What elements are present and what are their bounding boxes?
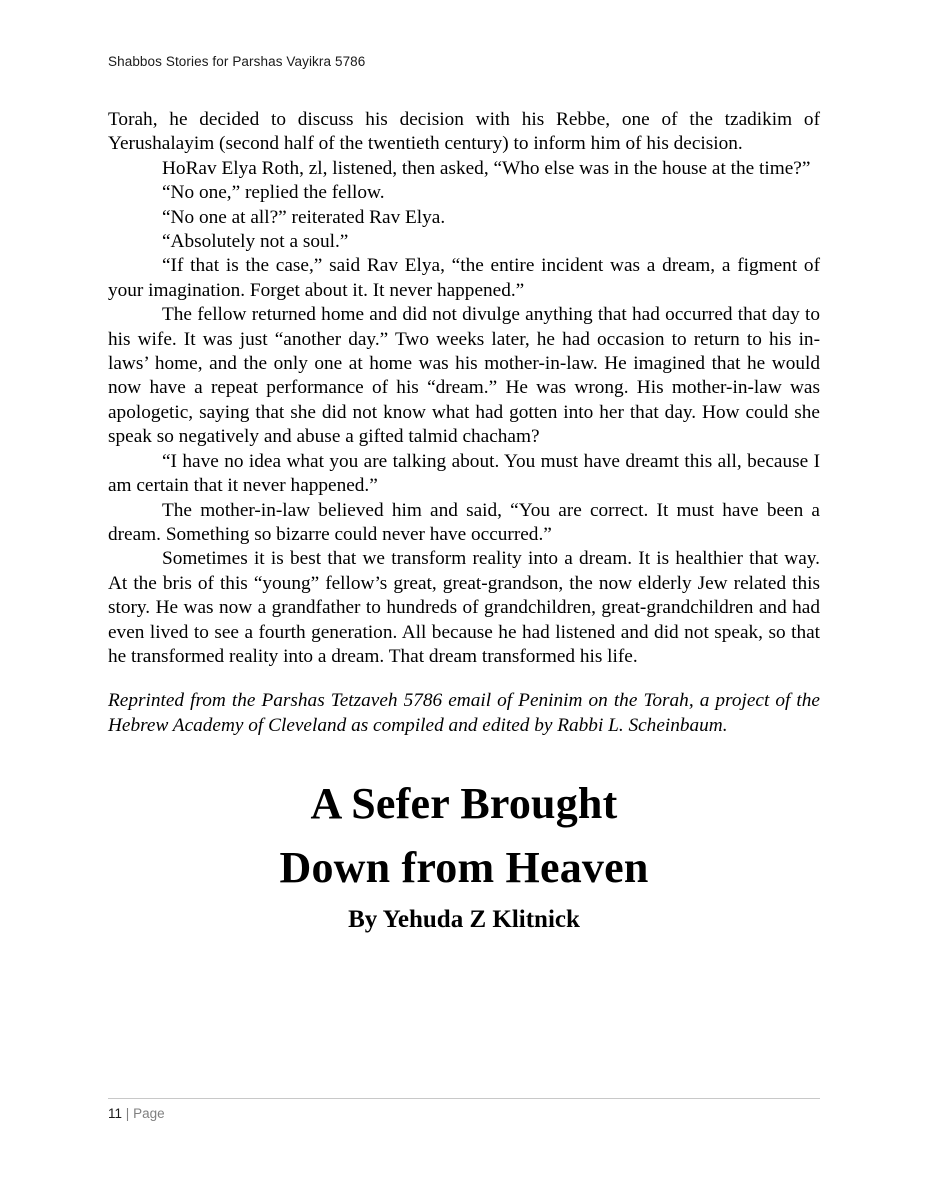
paragraph-4: “No one at all?” reiterated Rav Elya. bbox=[162, 206, 446, 228]
story-byline: By Yehuda Z Klitnick bbox=[348, 906, 580, 934]
story-title-line-2: Down from Heaven bbox=[279, 843, 649, 893]
paragraph-1: Torah, he decided to discuss his decision with his Rebbe, one of the tzadikim of Yerushalayim (second half of the twentieth century) to inform him of his decision. bbox=[108, 109, 820, 155]
footer-page-word: Page bbox=[133, 1106, 165, 1121]
footer-separator: | bbox=[125, 1106, 130, 1121]
paragraph-7: The fellow returned home and did not divulge anything that had occurred that day to his wife. It was just “another day.” Two weeks later, he had occasion to return to his in-laws’ home, and the only one at home was his mother-in-law. He imagined that he would now have a repeat performance of his “dream.” He was wrong. His mother-in-law was apologetic, saying that she did not know what had gotten into her that day. How could she speak so negatively and abuse a gifted talmid chacham? bbox=[108, 304, 820, 448]
paragraph-2: HoRav Elya Roth, zl, listened, then asked, “Who else was in the house at the time?” bbox=[162, 157, 811, 179]
paragraph-6: “If that is the case,” said Rav Elya, “the entire incident was a dream, a figment of your imagination. Forget about it. It never happened.” bbox=[108, 255, 820, 301]
reprint-attribution: Reprinted from the Parshas Tetzaveh 5786 email of Peninim on the Torah, a project of the Hebrew Academy of Cleveland as compiled and edited by Rabbi L. Scheinbaum. bbox=[108, 690, 820, 736]
footer-divider bbox=[108, 1098, 820, 1099]
story-title-line-1: A Sefer Brought bbox=[310, 779, 618, 829]
paragraph-10: Sometimes it is best that we transform reality into a dream. It is healthier that way. At the bris of this “young” fellow’s great, great-grandson, the now elderly Jew related this story. He was now a grandfather to hundreds of grandchildren, great-grandchildren and had even lived to see a fourth generation. All because he had listened and did not speak, so that he transformed reality into a dream. That dream transformed his life. bbox=[108, 548, 820, 667]
footer-page-number: 11 bbox=[108, 1106, 123, 1121]
paragraph-8: “I have no idea what you are talking about. You must have dreamt this all, because I am certain that it never happened.” bbox=[108, 450, 820, 497]
paragraph-3: “No one,” replied the fellow. bbox=[162, 182, 385, 204]
page-content bbox=[108, 108, 820, 936]
story-title-block bbox=[108, 772, 820, 936]
page-header: Shabbos Stories for Parshas Vayikra 5786 bbox=[108, 54, 366, 69]
page-footer bbox=[108, 1106, 820, 1121]
paragraph-9: The mother-in-law believed him and said, “You are correct. It must have been a dream. Something so bizarre could never have occurred.” bbox=[108, 499, 820, 545]
paragraph-5: “Absolutely not a soul.” bbox=[162, 231, 349, 253]
